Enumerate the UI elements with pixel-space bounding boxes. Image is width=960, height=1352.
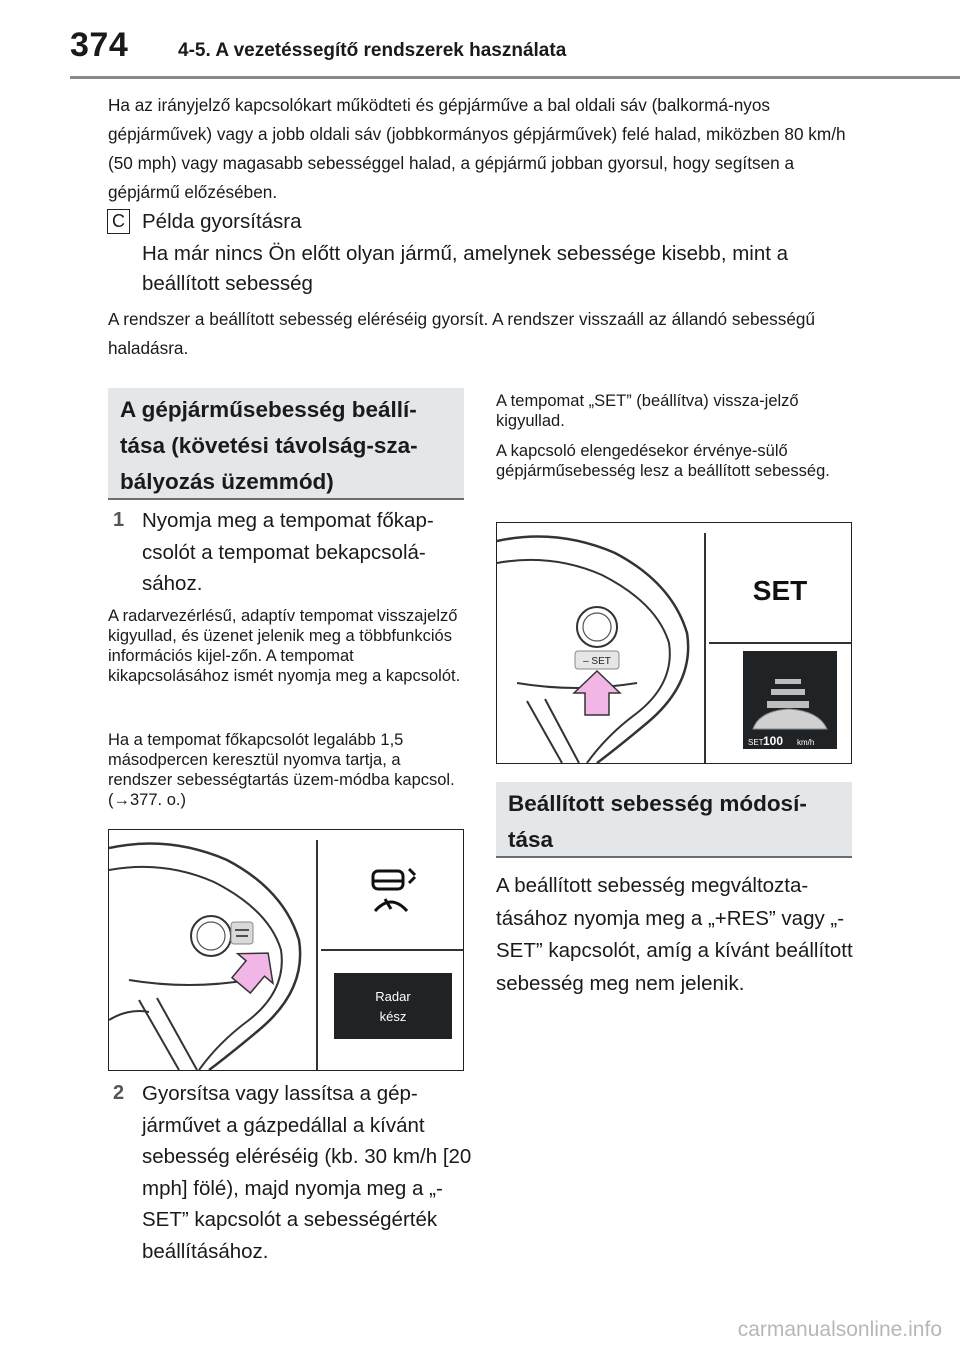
- set-switch-illustration: [497, 523, 851, 763]
- note-release-speed: A kapcsoló elengedésekor érvénye-sülő gépjárműsebesség lesz a beállított sebesség.: [496, 442, 830, 480]
- page-number: 374: [70, 26, 129, 64]
- multi-info-display: [334, 973, 452, 1039]
- figure-main-switch: [108, 829, 464, 1071]
- example-title: Példa gyorsításra: [142, 210, 302, 233]
- pointer-arrow-icon: [574, 671, 620, 715]
- radar-cruise-icon: [373, 869, 415, 911]
- set-indicator-label: SET: [752, 575, 808, 606]
- step-1-text: Nyomja meg a tempomat főkap-csolót a tempomat bekapcsolá-sához.: [142, 509, 434, 595]
- header-divider: [70, 76, 960, 79]
- step-2-text: Gyorsítsa vagy lassítsa a gép-járművet a gázpedállal a kívánt sebesség eléréséig (kb. 30 km/h [20 mph] fölé), majd nyomja meg a „-SET” kapcsolót a sebességérték beállításához.: [142, 1082, 472, 1263]
- display-line-1: Radar: [375, 989, 411, 1004]
- example-note: A rendszer a beállított sebesség eléréséig gyorsít. A rendszer visszaáll az állandó sebességű haladásra.: [108, 309, 816, 358]
- figure-set-switch: [496, 522, 852, 764]
- display-line-2: kész: [379, 1009, 407, 1024]
- section-title: 4-5. A vezetéssegítő rendszerek használata: [178, 40, 567, 61]
- steering-wheel-illustration: [109, 830, 463, 1070]
- multi-info-display: [743, 651, 837, 749]
- speed-prefix: SET: [748, 738, 764, 747]
- switch-label: – SET: [583, 656, 611, 667]
- change-speed-body: A beállított sebesség megváltozta-tásához nyomja meg a „+RES” vagy „-SET” kapcsolót, amíg a kívánt beállított sebesség meg nem jelenik.: [496, 874, 853, 995]
- step-2-number: 2: [113, 1082, 125, 1104]
- pointer-arrow-icon: [224, 938, 286, 1000]
- step-1-number: 1: [113, 509, 125, 531]
- heading-speed-setting: A gépjárműsebesség beállí-tása (követési távolság-sza-bályozás üzemmód): [108, 388, 464, 500]
- watermark: carmanualsonline.info: [737, 1318, 942, 1341]
- note-radar-indicator: A radarvezérlésű, adaptív tempomat visszajelző kigyullad, és üzenet jelenik meg a többfunkciós információs kijel-zőn. A tempomat kikapcsolásához ismét nyomja meg a kapcsolót.: [108, 607, 461, 685]
- example-marker: C: [107, 209, 130, 234]
- example-subtitle: Ha már nincs Ön előtt olyan jármű, amelynek sebessége kisebb, mint a beállított sebesség: [142, 242, 789, 295]
- note-set-indicator: A tempomat „SET” (beállítva) vissza-jelző kigyullad.: [496, 392, 799, 430]
- intro-paragraph: Ha az irányjelző kapcsolókart működteti és gépjárműve a bal oldali sáv (balkormá-nyos gépjárművek) vagy a jobb oldali sáv (jobbkormányos gépjárművek) felé halad, miközben 80 km/h (50 mph) vagy magasabb sebességgel halad, a gépjármű jobban gyorsul, hogy segítsen a gépjármű előzésében.: [108, 95, 846, 202]
- heading-change-speed: Beállított sebesség módosí-tása: [496, 782, 852, 858]
- speed-unit: km/h: [797, 738, 815, 747]
- note-speed-mode: Ha a tempomat főkapcsolót legalább 1,5 másodpercen keresztül nyomva tartja, a rendszer sebességtartás üzem-módba kapcsol. (→377. o.): [108, 731, 455, 809]
- speed-value: 100: [763, 734, 784, 748]
